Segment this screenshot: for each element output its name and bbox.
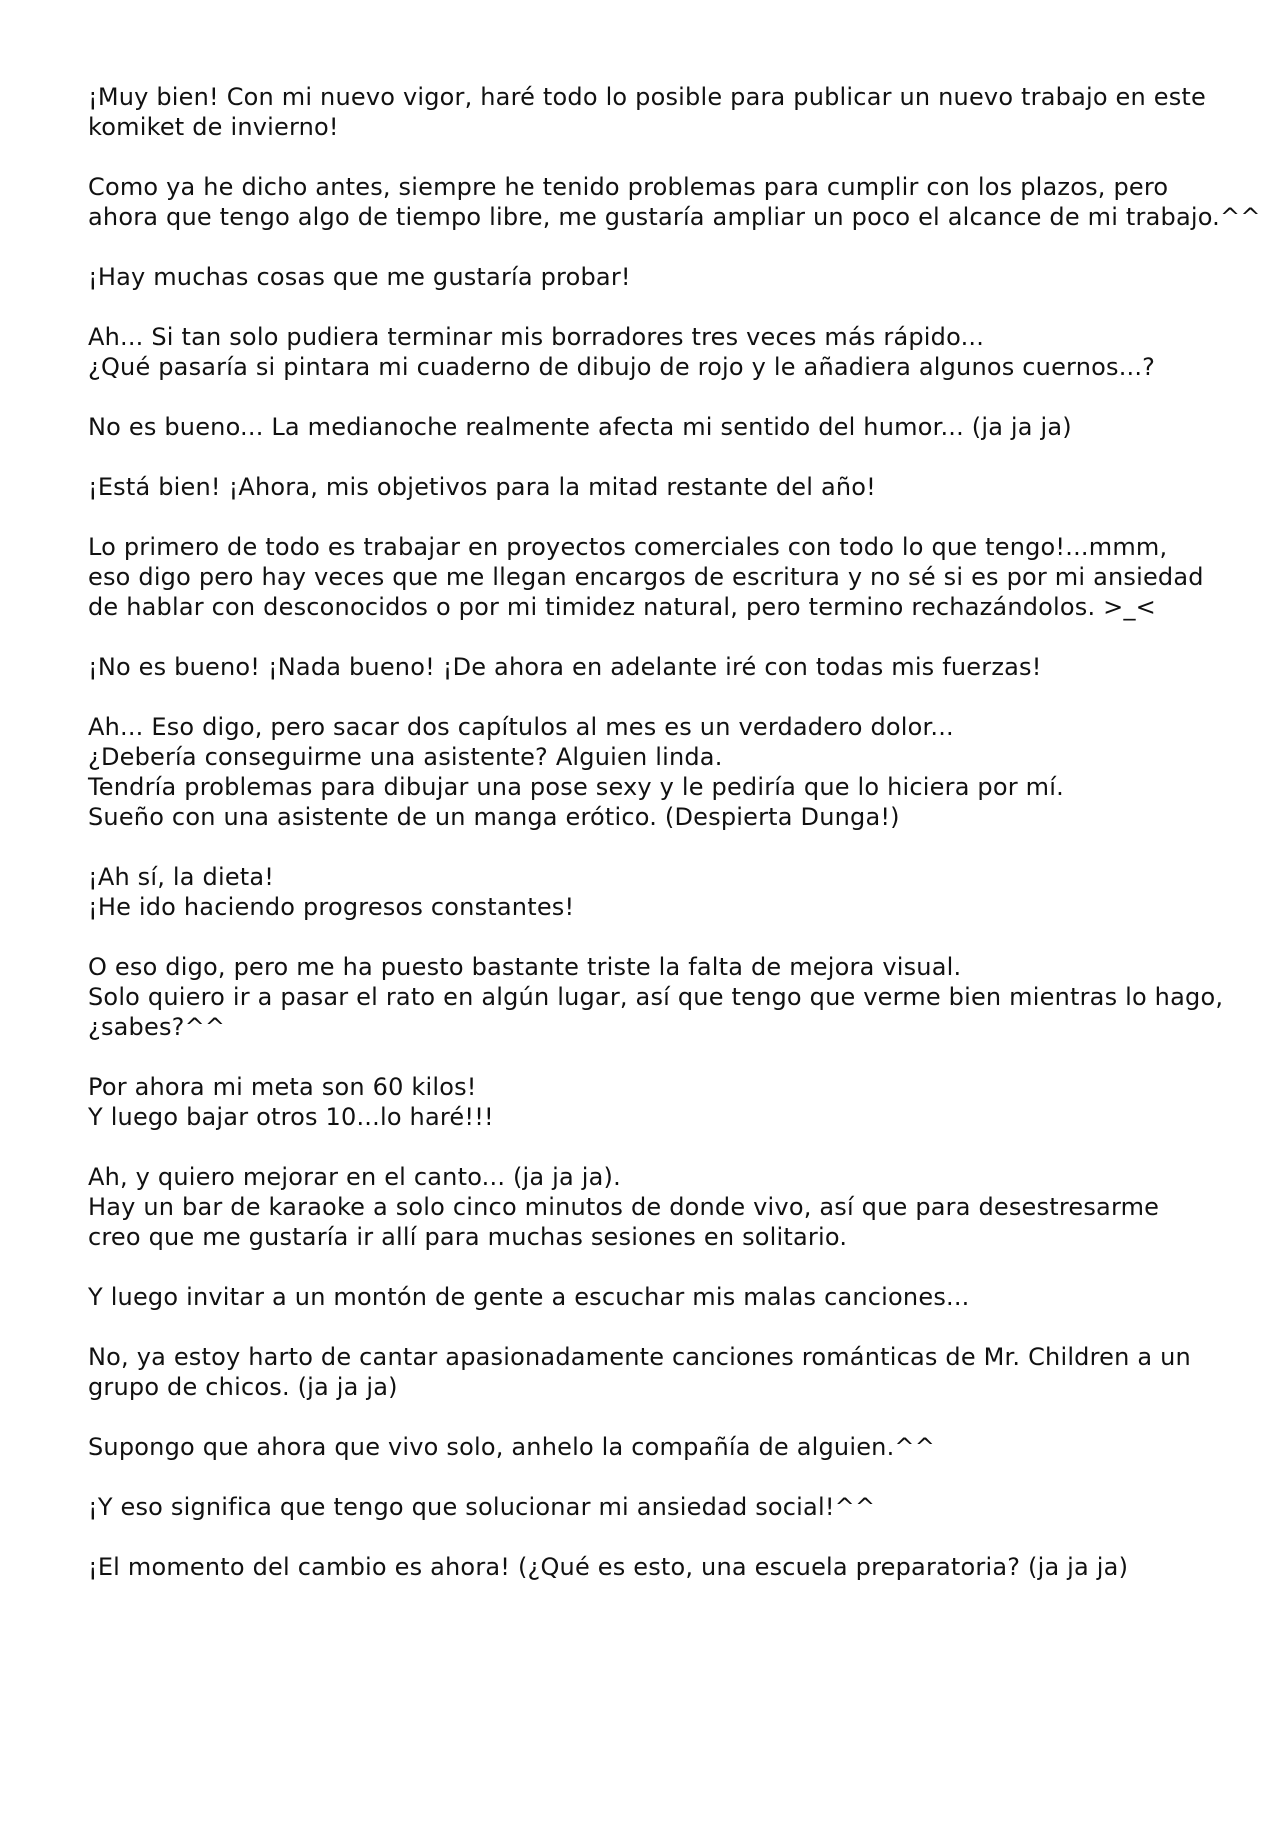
paragraph-11 — [88, 952, 1248, 1042]
text-line: ¡Muy bien! Con mi nuevo vigor, haré todo lo posible para publicar un nuevo trabajo en este — [88, 83, 1207, 111]
text-line: Tendría problemas para dibujar una pose sexy y le pediría que lo hiciera por mí. — [88, 773, 1064, 801]
text-line: Como ya he dicho antes, siempre he tenido problemas para cumplir con los plazos, pero — [88, 173, 1169, 201]
paragraph-2 — [88, 172, 1261, 232]
paragraph-16 — [88, 1432, 1248, 1462]
paragraph-8 — [88, 652, 1248, 682]
text-line: komiket de invierno! — [88, 113, 339, 141]
text-body — [88, 82, 1261, 1612]
paragraph-15 — [88, 1342, 1248, 1402]
text-line: Solo quiero ir a pasar el rato en algún lugar, así que tengo que verme bien mientras lo hago, — [88, 983, 1224, 1011]
text-line: de hablar con desconocidos o por mi timidez natural, pero termino rechazándolos. >_< — [88, 593, 1156, 621]
paragraph-12 — [88, 1072, 1248, 1132]
paragraph-14 — [88, 1282, 1248, 1312]
text-line: O eso digo, pero me ha puesto bastante triste la falta de mejora visual. — [88, 953, 962, 981]
text-line: Lo primero de todo es trabajar en proyectos comerciales con todo lo que tengo!...mmm, — [88, 533, 1168, 561]
text-line: Supongo que ahora que vivo solo, anhelo la compañía de alguien.^^ — [88, 1433, 936, 1461]
paragraph-1 — [88, 82, 1248, 142]
paragraph-5 — [88, 412, 1248, 442]
text-line: grupo de chicos. (ja ja ja) — [88, 1373, 398, 1401]
text-line: Y luego bajar otros 10...lo haré!!! — [88, 1103, 494, 1131]
text-line: eso digo pero hay veces que me llegan encargos de escritura y no sé si es por mi ansiedad — [88, 563, 1204, 591]
text-line: Ah, y quiero mejorar en el canto... (ja ja ja). — [88, 1163, 621, 1191]
text-line: ¡Ah sí, la dieta! — [88, 863, 275, 891]
text-line: Hay un bar de karaoke a solo cinco minutos de donde vivo, así que para desestresarme — [88, 1193, 1160, 1221]
paragraph-9 — [88, 712, 1248, 832]
text-line: Sueño con una asistente de un manga erótico. (Despierta Dunga!) — [88, 803, 900, 831]
paragraph-18 — [88, 1552, 1248, 1582]
text-line: ¡Hay muchas cosas que me gustaría probar! — [88, 263, 631, 291]
text-line: ¿Debería conseguirme una asistente? Alguien linda. — [88, 743, 723, 771]
text-line: ¿sabes?^^ — [88, 1013, 226, 1041]
text-line: creo que me gustaría ir allí para muchas sesiones en solitario. — [88, 1223, 848, 1251]
text-line: Por ahora mi meta son 60 kilos! — [88, 1073, 477, 1101]
paragraph-3 — [88, 262, 1248, 292]
paragraph-10 — [88, 862, 1248, 922]
text-line: Ah... Eso digo, pero sacar dos capítulos al mes es un verdadero dolor... — [88, 713, 954, 741]
text-line: No, ya estoy harto de cantar apasionadamente canciones románticas de Mr. Children a un — [88, 1343, 1191, 1371]
text-line: ¡No es bueno! ¡Nada bueno! ¡De ahora en adelante iré con todas mis fuerzas! — [88, 653, 1042, 681]
paragraph-17 — [88, 1492, 1248, 1522]
paragraph-6 — [88, 472, 1248, 502]
text-line: No es bueno... La medianoche realmente afecta mi sentido del humor... (ja ja ja) — [88, 413, 1072, 441]
text-line: ¡Y eso significa que tengo que solucionar mi ansiedad social!^^ — [88, 1493, 876, 1521]
text-line: ahora que tengo algo de tiempo libre, me gustaría ampliar un poco el alcance de mi trabajo.^^ — [88, 203, 1261, 231]
text-line: ¡Está bien! ¡Ahora, mis objetivos para la mitad restante del año! — [88, 473, 876, 501]
paragraph-4 — [88, 322, 1248, 382]
text-line: Y luego invitar a un montón de gente a escuchar mis malas canciones... — [88, 1283, 970, 1311]
paragraph-7 — [88, 532, 1248, 622]
text-line: ¡He ido haciendo progresos constantes! — [88, 893, 575, 921]
paragraph-13 — [88, 1162, 1248, 1252]
text-line: Ah... Si tan solo pudiera terminar mis borradores tres veces más rápido... — [88, 323, 985, 351]
text-line: ¡El momento del cambio es ahora! (¿Qué es esto, una escuela preparatoria? (ja ja ja) — [88, 1553, 1129, 1581]
text-line: ¿Qué pasaría si pintara mi cuaderno de dibujo de rojo y le añadiera algunos cuernos...? — [88, 353, 1156, 381]
